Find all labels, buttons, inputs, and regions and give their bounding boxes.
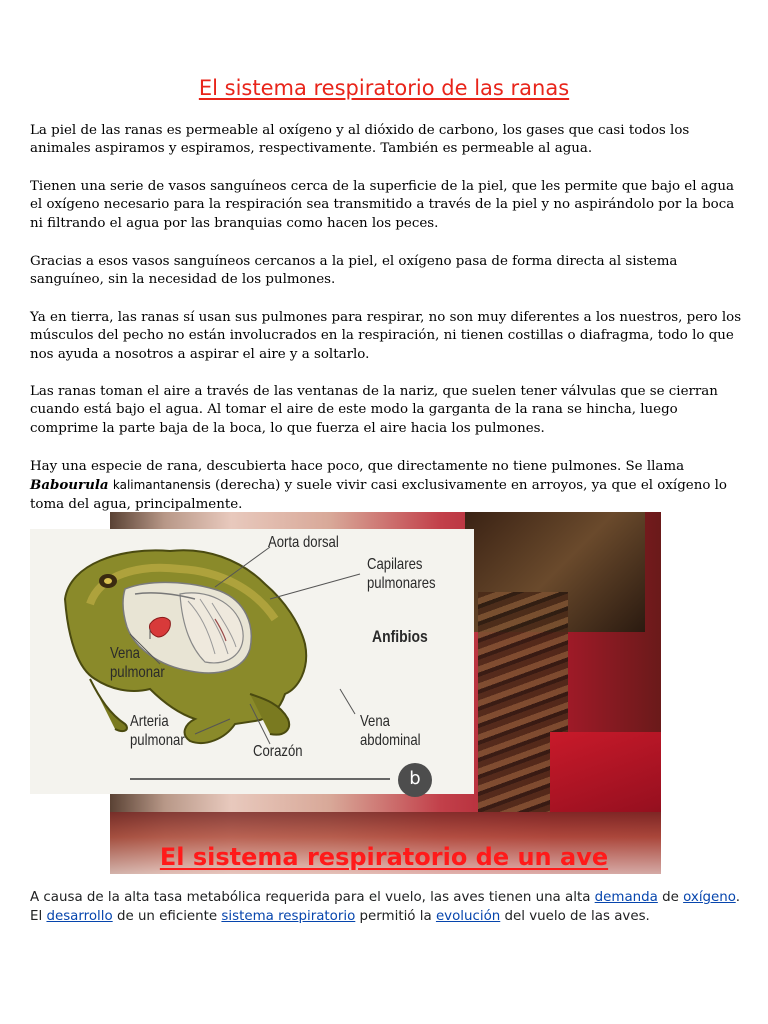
species-genus: Babourula [30, 477, 109, 494]
frog-respiratory-diagram [30, 529, 474, 794]
label-vena-pulmonar: Vena pulmonar [110, 645, 165, 681]
link-evolucion[interactable]: evolución [435, 909, 501, 924]
label-corazon: Corazón [253, 743, 303, 760]
link-oxigeno[interactable]: oxígeno [683, 890, 736, 905]
paragraph-lungs-on-land: Ya en tierra, las ranas sí usan sus pulmones para respirar, no son muy diferentes a los nuestros, pero los músculos del pecho no están involucrados en la respiración, ni tienen costillas o diafragma, todo lo que nos ayuda a nosotros a aspirar el aire y a soltarlo. [30, 310, 742, 362]
label-arteria-pulmonar: Arteria pulmonar [130, 713, 185, 749]
link-sistema-respiratorio[interactable]: sistema respiratorio [221, 909, 356, 924]
bird-text-6: del vuelo de las aves. [500, 909, 650, 924]
paragraph-blood-vessels: Tienen una serie de vasos sanguíneos cerca de la superficie de la piel, que les permite que bajo el agua el oxígeno necesario para la respiración sea transmitido a través de la piel y no aspirándolo por la boca ni filtrando el agua por las branquias como hacen los peces. [30, 179, 735, 231]
lungless-frog-text-start: Hay una especie de rana, descubierta hace poco, que directamente no tiene pulmones. Se llama [30, 459, 685, 474]
link-demanda[interactable]: demanda [594, 890, 658, 905]
paragraph-skin-permeability: La piel de las ranas es permeable al oxígeno y al dióxido de carbono, los gases que casi todos los animales aspiramos y espiramos, respectivamente. También es permeable al agua. [30, 123, 690, 157]
label-aorta-dorsal: Aorta dorsal [268, 534, 339, 551]
paragraph-direct-oxygen: Gracias a esos vasos sanguíneos cercanos a la piel, el oxígeno pasa de forma directa al sistema sanguíneo, sin la necesidad de los pulmones. [30, 254, 678, 288]
figure-badge-b: b [398, 763, 432, 797]
label-capilares-pulmonares: Capilares pulmonares [367, 556, 436, 592]
species-epithet: kalimantanensis [112, 478, 211, 493]
paragraph-bird-respiration [30, 888, 740, 926]
bird-text-1: A causa de la alta tasa metabólica requerida para el vuelo, las aves tienen una alta [30, 890, 595, 905]
bird-text-5: permitió la [355, 909, 436, 924]
bird-text-3: . El [30, 890, 740, 924]
lungless-frog-text-end: (derecha) y suele vivir casi exclusivamente en arroyos, ya que el oxígeno lo toma del agua, principalmente. [30, 478, 727, 512]
paragraph-nostrils: Las ranas toman el aire a través de las ventanas de la nariz, que suelen tener válvulas que se cierran cuando está bajo el agua. Al tomar el aire de este modo la garganta de la rana se hincha, luego comprime la parte baja de la boca, lo que fuerza el aire hacia los pulmones. [30, 384, 718, 436]
paragraph-lungless-frog [30, 458, 742, 514]
label-vena-abdominal: Vena abdominal [360, 713, 421, 749]
link-desarrollo[interactable]: desarrollo [46, 909, 113, 924]
page-title: El sistema respiratorio de las ranas [198, 76, 570, 100]
bird-text-2: de [657, 890, 684, 905]
section-title-bird: El sistema respiratorio de un ave [159, 843, 609, 871]
label-anfibios: Anfibios [372, 627, 428, 646]
bird-text-4: de un eficiente [112, 909, 222, 924]
